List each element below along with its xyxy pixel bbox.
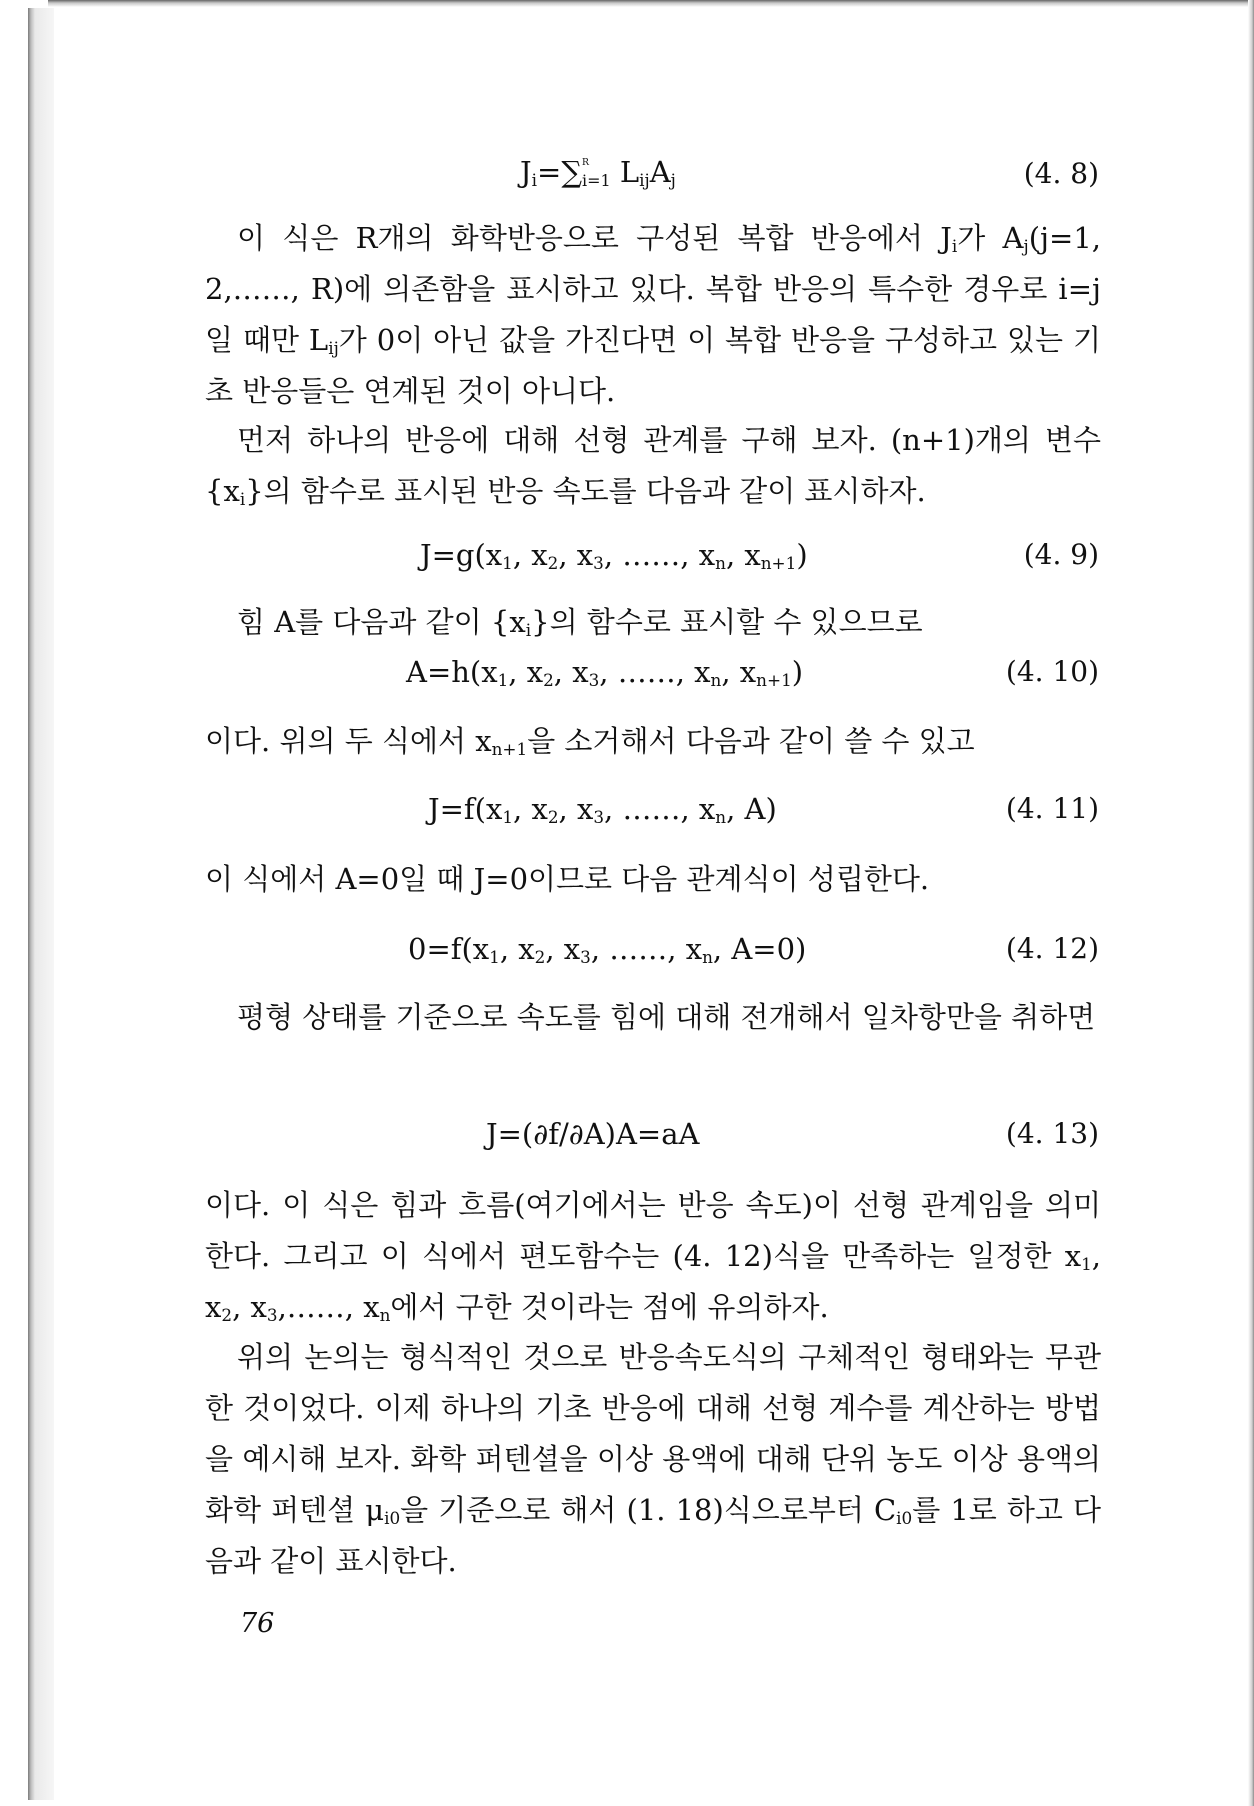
equation-4-13: J=(∂f/∂A)A=aA [486, 1117, 700, 1151]
page-number: 76 [240, 1608, 275, 1639]
paragraph: 이 식에서 A=0일 때 J=0이므로 다음 관계식이 성립한다. [205, 862, 930, 896]
page-edge-top [48, 0, 1254, 7]
equation-number: (4. 9) [1023, 538, 1099, 571]
equation-number: (4. 8) [1023, 157, 1099, 190]
equation-number: (4. 12) [1005, 932, 1099, 965]
equation-4-9: $J=g(x_1$, $x_2$, $x_3$, ……, $x_n$, $x_{n+1}$) [420, 538, 808, 574]
equation-4-8: $J_i=\sum^R$ i=1 $L_{ij}A_j$ [520, 155, 676, 191]
paragraph: 평형 상태를 기준으로 속도를 힘에 대해 전개해서 일차항만을 취하면 [237, 1000, 1096, 1034]
paragraph: 이 식은 R개의 화학반응으로 구성된 복합 반응에서 $J_i$가 $A_j(j=1$, 2,……, R)에 의존함을 표시하고 있다. 복합 반응의 특수한 경우로 i=j일 때만 $L_{ij}$가 0이 아닌 값을 가진다면 이 복합 반응을 구성하고 있는 기초 반응들은 연계된 것이 아니다. [205, 221, 1101, 408]
paragraph: 이다. 위의 두 식에서 $x_{n+1}$을 소거해서 다음과 같이 쓸 수 있고 [205, 724, 975, 760]
equation-4-12: $0=f(x_1$, $x_2$, $x_3$, ……, $x_n$, A=0) [408, 932, 807, 968]
page-edge-left [28, 8, 54, 1800]
paragraph: 이다. 이 식은 힘과 흐름(여기에서는 반응 속도)이 선형 관계임을 의미한다. 그리고 이 식에서 편도함수는 (4. 12)식을 만족하는 일정한 $x_1$, $x_2$, $x_3,\dots\dots$, $x_n$에서 구한 것이라는 점에 유의하자. [205, 1188, 1101, 1326]
paragraph: 먼저 하나의 반응에 대해 선형 관계를 구해 보자. (n+1)개의 변수 $\{x_i\}$의 함수로 표시된 반응 속도를 다음과 같이 표시하자. [205, 423, 1101, 510]
paragraph: 힘 A를 다음과 같이 $\{x_i\}$의 함수로 표시할 수 있으므로 [237, 605, 923, 641]
page-edge-right [1248, 0, 1254, 1806]
equation-number: (4. 10) [1005, 655, 1099, 688]
equation-4-10: $A=h(x_1$, $x_2$, $x_3$, ……, $x_n$, $x_{n+1}$) [406, 655, 804, 691]
equation-number: (4. 11) [1005, 792, 1099, 825]
equation-number: (4. 13) [1005, 1117, 1099, 1150]
paragraph: 위의 논의는 형식적인 것으로 반응속도식의 구체적인 형태와는 무관한 것이었다. 이제 하나의 기초 반응에 대해 선형 계수를 계산하는 방법을 예시해 보자. 화학 퍼텐셜을 이상 용액에 대해 단위 농도 이상 용액의 화학 퍼텐셜 $\mu_{i0}$을 기준으로 해서 (1. 18)식으로부터 $C_{i0}$를 1로 하고 다음과 같이 표시한다. [205, 1340, 1101, 1578]
equation-4-11: $J=f(x_1$, $x_2$, $x_3$, ……, $x_n$, A) [428, 792, 777, 828]
